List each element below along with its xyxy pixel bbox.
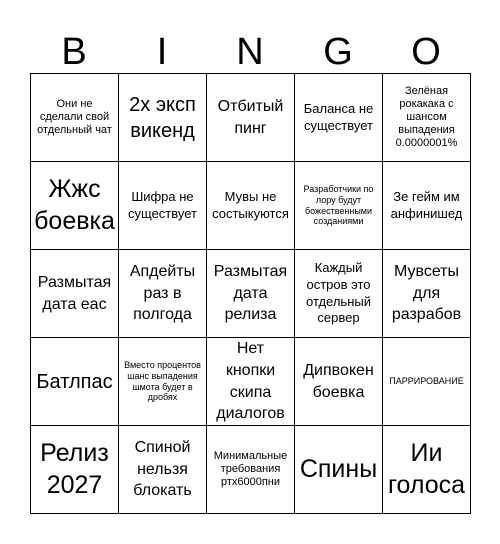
bingo-cell[interactable]: Зе гейм им анфинишед	[383, 162, 471, 250]
header-letter-i: I	[156, 31, 168, 73]
bingo-cell[interactable]: Отбитый пинг	[207, 74, 295, 162]
bingo-board	[30, 73, 471, 514]
bingo-cell[interactable]: Спиной нельзя блокать	[119, 426, 207, 514]
bingo-cell[interactable]: Размытая дата еас	[31, 250, 119, 338]
bingo-cell[interactable]: Размытая дата релиза	[207, 250, 295, 338]
bingo-cell[interactable]: Каждый остров это отдельный сервер	[295, 250, 383, 338]
bingo-cell[interactable]: Баланса не существует	[295, 74, 383, 162]
bingo-cell[interactable]: 2х эксп викенд	[119, 74, 207, 162]
bingo-cell[interactable]: Вместо процентов шанс выпадения шмота будет в дробях	[119, 338, 207, 426]
header-letter-n: N	[236, 31, 264, 73]
bingo-cell[interactable]: Релиз 2027	[31, 426, 119, 514]
bingo-cell[interactable]: Шифра не существует	[119, 162, 207, 250]
bingo-cell[interactable]: Мувы не состыкуются	[207, 162, 295, 250]
bingo-cell[interactable]: Дипвокен боевка	[295, 338, 383, 426]
header-letter-o: O	[411, 31, 441, 73]
bingo-cell[interactable]: Батлпас	[31, 338, 119, 426]
bingo-cell[interactable]: Минимальные требования ртх6000пни	[207, 426, 295, 514]
bingo-cell[interactable]: ПАРРИРОВАНИЕ	[383, 338, 471, 426]
header-letter-b: B	[61, 31, 87, 73]
bingo-cell[interactable]: Они не сделали свой отдельный чат	[31, 74, 119, 162]
bingo-cell[interactable]: Нет кнопки скипа диалогов	[207, 338, 295, 426]
bingo-cell[interactable]: Спины	[295, 426, 383, 514]
header-letter-g: G	[323, 31, 353, 73]
bingo-cell[interactable]: Апдейты раз в полгода	[119, 250, 207, 338]
bingo-cell[interactable]: Зелёная рокакака с шансом выпадения 0.0000001%	[383, 74, 471, 162]
bingo-cell[interactable]: Мувсеты для разрабов	[383, 250, 471, 338]
bingo-cell[interactable]: Ии голоса	[383, 426, 471, 514]
bingo-cell[interactable]: Жжс боевка	[31, 162, 119, 250]
bingo-cell[interactable]: Разработчики по лору будут божественными созданиями	[295, 162, 383, 250]
